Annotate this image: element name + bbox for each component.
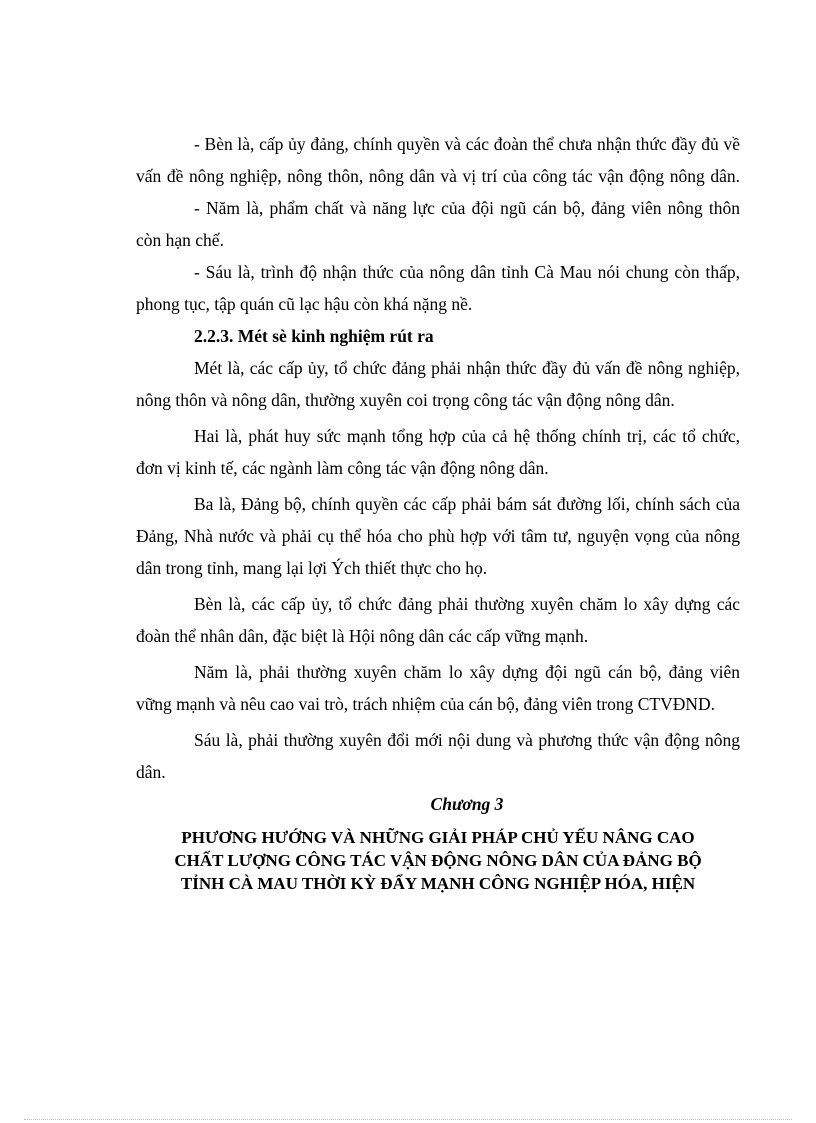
chapter-title [136, 826, 740, 895]
chapter-title-line-3: TỈNH CÀ MAU THỜI KỲ ĐẨY MẠNH CÔNG NGHIỆP HÓA, HIỆN [180, 874, 696, 893]
paragraph-lesson-3: Ba là, Đảng bộ, chính quyền các cấp phải bám sát đường lối, chính sách của Đảng, Nhà nước và phải cụ thể hóa cho phù hợp với tâm tư, nguyện vọng của nông dân trong tỉnh, mang lại lợi Ých thiết thực cho họ. [136, 494, 740, 578]
section-heading: 2.2.3. Mét sè kinh nghiệm rút ra [194, 326, 434, 346]
paragraph-lesson-4: Bèn là, các cấp ủy, tổ chức đảng phải thường xuyên chăm lo xây dựng các đoàn thể nhân dân, đặc biệt là Hội nông dân các cấp vững mạnh. [136, 594, 740, 646]
page-content [136, 128, 740, 895]
paragraph-lesson-1: Mét là, các cấp ủy, tổ chức đảng phải nhận thức đầy đủ vấn đề nông nghiệp, nông thôn và nông dân, thường xuyên coi trọng công tác vận động nông dân. [136, 358, 740, 410]
paragraph-lesson-2: Hai là, phát huy sức mạnh tổng hợp của cả hệ thống chính trị, các tổ chức, đơn vị kinh tế, các ngành làm công tác vận động nông dân. [136, 426, 740, 478]
page-bottom-divider [24, 1119, 792, 1120]
paragraph-ben-la-limitation: - Bèn là, cấp ủy đảng, chính quyền và các đoàn thể chưa nhận thức đầy đủ về vấn đề nông nghiệp, nông thôn, nông dân và vị trí của công tác vận động nông dân. [136, 134, 740, 186]
paragraph-lesson-6: Sáu là, phải thường xuyên đổi mới nội dung và phương thức vận động nông dân. [136, 730, 740, 782]
chapter-title-line-2: CHẤT LƯỢNG CÔNG TÁC VẬN ĐỘNG NÔNG DÂN CỦA ĐẢNG BỘ [174, 851, 702, 870]
paragraph-sau-la-limitation: - Sáu là, trình độ nhận thức của nông dân tỉnh Cà Mau nói chung còn thấp, phong tục, tập quán cũ lạc hậu còn khá nặng nề. [136, 262, 740, 314]
chapter-label: Chương 3 [430, 794, 504, 814]
chapter-title-line-1: PHƯƠNG HƯỚNG VÀ NHỮNG GIẢI PHÁP CHỦ YẾU NÂNG CAO [181, 828, 695, 847]
paragraph-nam-la-limitation: - Năm là, phẩm chất và năng lực của đội ngũ cán bộ, đảng viên nông thôn còn hạn chế. [136, 198, 740, 250]
paragraph-lesson-5: Năm là, phải thường xuyên chăm lo xây dựng đội ngũ cán bộ, đảng viên vững mạnh và nêu cao vai trò, trách nhiệm của cán bộ, đảng viên trong CTVĐND. [136, 662, 740, 714]
